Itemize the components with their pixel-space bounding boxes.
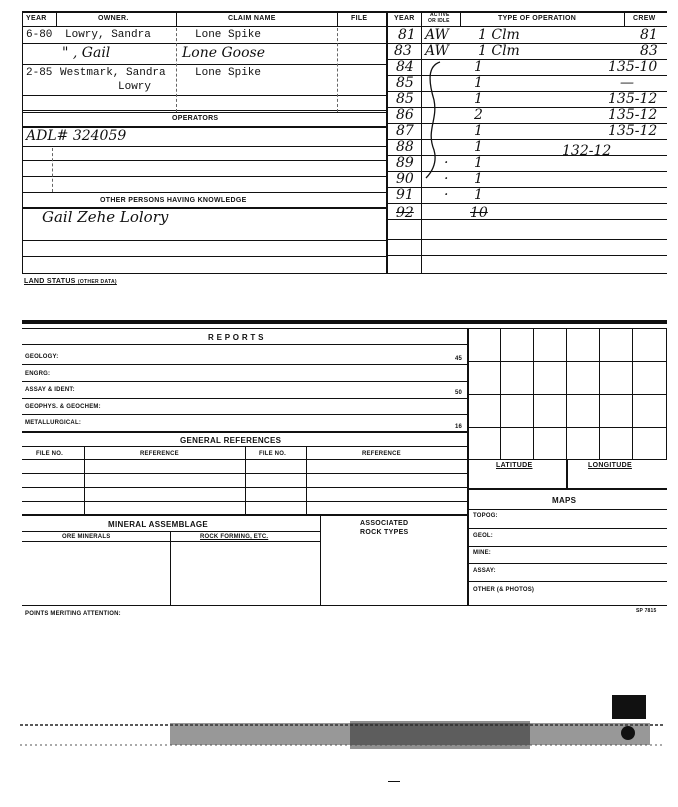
op-row-12-year: 92 — [396, 205, 414, 221]
col-header-active: ACTIVE — [430, 12, 450, 18]
op-row-11-year: 91 — [396, 187, 414, 203]
gen-ref-file-no: FILE NO. — [36, 451, 63, 457]
left-border — [22, 11, 23, 274]
op-row-9-type: 1 — [474, 155, 483, 171]
reports-title: R E P O R T S — [208, 333, 264, 342]
mineral-divider — [320, 516, 321, 606]
report-metallurgical-num: 16 — [455, 424, 463, 430]
associated-label: ASSOCIATED — [360, 520, 409, 527]
owner-row-3-claim: Lone Spike — [195, 67, 262, 79]
op-row-1-active: AW — [425, 27, 449, 43]
report-geology: GEOLOGY: — [25, 354, 59, 360]
col-divider — [176, 12, 177, 26]
op-row-2-year: 83 — [394, 43, 412, 59]
op-row-10-active: · — [444, 171, 449, 187]
operators-top-line — [22, 112, 386, 113]
gen-ref-row-line — [22, 501, 468, 502]
dotted-divider — [176, 28, 178, 112]
owner-row-2-owner: " , Gail — [62, 45, 111, 61]
col-divider — [624, 12, 625, 26]
col-header-crew: CREW — [633, 15, 656, 22]
map-topog: TOPOG: — [473, 513, 498, 519]
gen-ref-divider — [306, 446, 307, 514]
report-row-line — [22, 364, 468, 365]
col-header-type-of-operation: TYPE OF OPERATION — [498, 15, 577, 22]
op-row-10-year: 90 — [396, 171, 414, 187]
gen-ref-row-line — [22, 487, 468, 488]
report-metallurgical: METALLURGICAL: — [25, 420, 82, 426]
op-row-3-crew: 135-10 — [608, 59, 658, 75]
col-header-or-idle: OR IDLE — [428, 18, 450, 24]
ops-row-line — [388, 219, 667, 220]
gen-ref-row-line — [22, 459, 468, 460]
op-row-3-type: 1 — [474, 59, 483, 75]
ops-row-line — [388, 187, 667, 188]
op-row-7-type: 1 — [474, 123, 483, 139]
mineral-sub-line — [22, 531, 320, 532]
map-mine: MINE: — [473, 550, 491, 556]
dotted-divider — [52, 148, 54, 192]
dotted-divider — [337, 28, 339, 112]
op-row-4-year: 85 — [396, 75, 414, 91]
map-other-photos: OTHER (& PHOTOS) — [473, 587, 535, 593]
op-row-5-type: 1 — [474, 91, 483, 107]
map-row-line — [468, 546, 667, 547]
col-divider — [460, 12, 461, 26]
op-row-5-crew: 135-12 — [608, 91, 658, 107]
top-border — [22, 11, 667, 13]
row-line — [22, 160, 386, 161]
lat-long-bottom — [468, 488, 667, 490]
op-row-6-crew: 135-12 — [608, 107, 658, 123]
reports-title-line — [22, 344, 468, 345]
report-engrg: ENGRG: — [25, 371, 51, 377]
col-header-year: YEAR — [26, 15, 47, 22]
ops-row-line — [388, 203, 667, 204]
grid-line — [468, 427, 667, 428]
col-header-claim-name: CLAIM NAME — [228, 15, 276, 22]
report-row-line — [22, 431, 468, 433]
gen-ref-divider — [84, 446, 85, 514]
report-row-line — [22, 381, 468, 382]
owner-row-3-owner: Westmark, Sandra — [60, 67, 166, 79]
map-assay: ASSAY: — [473, 568, 496, 574]
col-header-file: FILE — [351, 15, 368, 22]
mineral-header-line — [22, 541, 320, 542]
owner-row-1-owner: Lowry, Sandra — [65, 29, 151, 41]
op-row-9-active: · — [444, 155, 449, 171]
report-geophys: GEOPHYS. & GEOCHEM: — [25, 404, 101, 410]
mineral-assemblage-title: MINERAL ASSEMBLAGE — [108, 520, 209, 529]
row-line — [22, 110, 386, 111]
op-row-1-type: 1 Clm — [478, 27, 520, 43]
land-status-title: LAND STATUS — [24, 278, 76, 285]
report-assay: ASSAY & IDENT: — [25, 387, 75, 393]
op-row-4-type: 1 — [474, 75, 483, 91]
mineral-bottom-line — [22, 605, 667, 606]
maps-title: MAPS — [552, 496, 577, 505]
latitude-label: LATITUDE — [496, 462, 533, 469]
rock-forming-label: ROCK FORMING, ETC. — [200, 534, 269, 540]
row-line — [22, 192, 386, 193]
op-row-9-year: 89 — [396, 155, 414, 171]
points-meriting-attention: POINTS MERITING ATTENTION: — [25, 611, 121, 617]
row-line — [22, 240, 386, 241]
col-header-owner: OWNER. — [98, 15, 129, 22]
op-row-4-crew: — — [620, 75, 634, 91]
report-row-line — [22, 398, 468, 399]
op-row-12-type: 10 — [470, 205, 488, 221]
grid-line — [468, 394, 667, 395]
operators-title: OPERATORS — [172, 115, 219, 122]
row-line — [22, 43, 386, 44]
row-line — [22, 176, 386, 177]
op-row-8-type: 1 — [474, 139, 483, 155]
op-row-11-active: · — [444, 187, 449, 203]
gen-ref-reference-2: REFERENCE — [362, 451, 401, 457]
bottom-mark — [388, 781, 400, 782]
op-row-3-year: 84 — [396, 59, 414, 75]
col-divider — [337, 12, 338, 26]
op-row-6-year: 86 — [396, 107, 414, 123]
op-row-2-active: AW — [425, 43, 449, 59]
map-geol: GEOL: — [473, 533, 493, 539]
rock-types-label: ROCK TYPES — [360, 529, 409, 536]
op-row-7-year: 87 — [396, 123, 414, 139]
op-row-11-type: 1 — [474, 187, 483, 203]
op-row-7-crew: 135-12 — [608, 123, 658, 139]
op-row-6-type: 2 — [474, 107, 483, 123]
owner-row-4-owner: Lowry — [118, 81, 152, 93]
col-header-year-ops: YEAR — [394, 15, 415, 22]
map-row-line — [468, 528, 667, 529]
land-status-sub: (OTHER DATA) — [77, 279, 117, 285]
op-row-5-year: 85 — [396, 91, 414, 107]
handwritten-bracket-mark — [420, 60, 450, 180]
op-row-8-year: 88 — [396, 139, 414, 155]
top-section-bottom — [22, 273, 667, 274]
owner-row-2-claim: Lone Goose — [182, 45, 265, 61]
row-line — [22, 256, 386, 257]
row-line — [22, 95, 386, 96]
op-row-1-year: 81 — [398, 27, 416, 43]
gen-ref-row-line — [22, 473, 468, 474]
form-number: SP 7815 — [636, 608, 657, 614]
ops-row-line — [388, 239, 667, 240]
gen-ref-divider — [245, 446, 246, 514]
scan-noise-strip — [20, 715, 665, 755]
op-row-2-crew: 83 — [640, 43, 658, 59]
gen-ref-bottom-line — [22, 514, 468, 516]
op-row-8-crew: 132-12 — [562, 143, 612, 159]
report-assay-num: 50 — [455, 390, 463, 396]
owner-row-3-year: 2-85 — [26, 67, 53, 79]
op-row-10-type: 1 — [474, 171, 483, 187]
other-persons-entry: Gail Zehe Lolory — [42, 208, 169, 226]
other-persons-title: OTHER PERSONS HAVING KNOWLEDGE — [100, 197, 247, 204]
owner-row-1-claim: Lone Spike — [195, 29, 262, 41]
ore-minerals-label: ORE MINERALS — [62, 534, 111, 540]
report-row-line — [22, 414, 468, 415]
col-divider — [56, 12, 57, 26]
owner-row-1-year: 6-80 — [26, 29, 53, 41]
mineral-col-divider — [170, 531, 171, 606]
location-grid — [468, 328, 667, 460]
grid-line — [468, 361, 667, 362]
map-row-line — [468, 581, 667, 582]
maps-title-line — [468, 509, 667, 510]
land-status-label — [24, 278, 117, 285]
reports-top-bar — [22, 320, 667, 324]
row-line — [22, 64, 386, 65]
operator-entry: ADL# 324059 — [26, 128, 127, 144]
report-geology-num: 45 — [455, 356, 463, 362]
gen-ref-reference: REFERENCE — [140, 451, 179, 457]
op-row-2-type: 1 Clm — [478, 43, 520, 59]
ops-row-line — [388, 255, 667, 256]
row-line — [22, 146, 386, 147]
gen-ref-file-no-2: FILE NO. — [259, 451, 286, 457]
general-references-title: GENERAL REFERENCES — [180, 436, 282, 445]
op-row-1-crew: 81 — [640, 27, 658, 43]
longitude-label: LONGITUDE — [588, 462, 632, 469]
lat-long-divider — [566, 460, 568, 488]
map-row-line — [468, 563, 667, 564]
